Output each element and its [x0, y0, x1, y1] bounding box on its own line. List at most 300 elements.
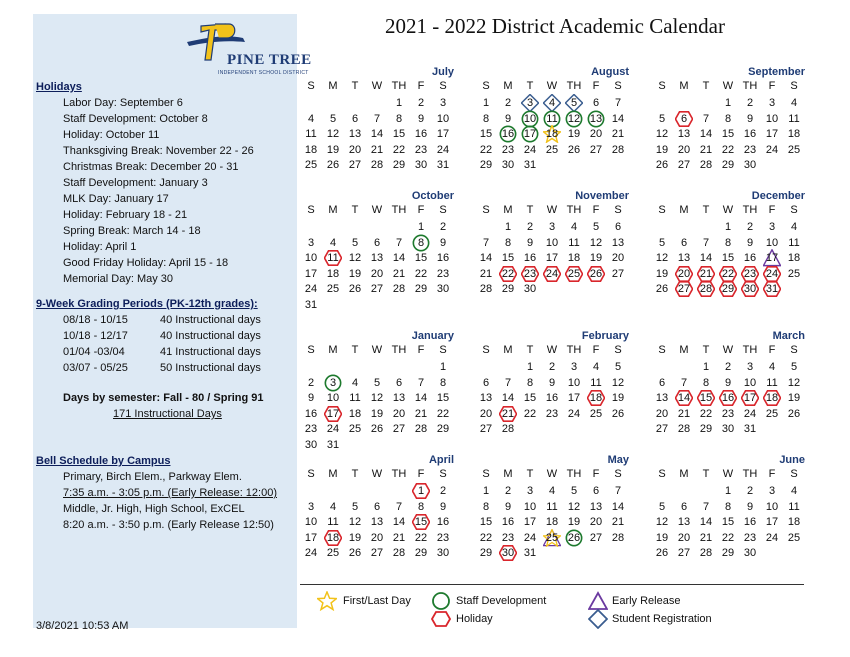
- day-number: 25: [545, 143, 559, 156]
- day-cell: [344, 376, 366, 390]
- day-cell: [432, 220, 454, 234]
- day-number: 7: [482, 236, 490, 249]
- day-number: 11: [349, 392, 361, 404]
- weekday-header: S: [439, 80, 447, 92]
- day-cell: [344, 422, 366, 436]
- weekday-header: T: [526, 204, 534, 216]
- day-cell: [695, 282, 717, 296]
- day-number: 17: [545, 252, 559, 264]
- day-number: 31: [436, 159, 450, 171]
- day-cell: [585, 127, 607, 141]
- day-number: 24: [567, 407, 581, 420]
- day-number: 22: [699, 407, 713, 420]
- day-number: 9: [746, 236, 754, 249]
- bell-campus-1: Primary, Birch Elem., Parkway Elem.: [63, 471, 242, 483]
- weekday-header: S: [307, 80, 315, 92]
- day-number: 28: [677, 423, 691, 435]
- day-number: 29: [721, 283, 735, 295]
- day-cell: [432, 112, 454, 126]
- day-number: 14: [479, 252, 493, 264]
- day-number: 9: [417, 112, 425, 125]
- day-cell: [607, 220, 629, 234]
- day-number: 20: [677, 531, 691, 544]
- weekday-header: S: [614, 80, 622, 92]
- day-number: 12: [326, 128, 340, 140]
- day-number: 13: [392, 392, 406, 404]
- weekday-header: TH: [742, 344, 758, 356]
- day-number: 15: [501, 252, 515, 264]
- day-number: 23: [743, 143, 757, 156]
- day-number: 23: [436, 531, 450, 544]
- day-cell: [717, 407, 739, 421]
- day-number: 26: [589, 267, 603, 280]
- day-number: 26: [348, 283, 362, 295]
- day-cell: [344, 531, 366, 545]
- day-number: 12: [348, 252, 362, 264]
- weekday-header: M: [679, 80, 689, 92]
- day-number: 30: [501, 547, 515, 559]
- day-cell: [761, 391, 783, 405]
- day-cell: [761, 360, 783, 374]
- day-cell: [783, 143, 805, 157]
- weekday-header: TH: [391, 468, 407, 480]
- day-cell: [651, 531, 673, 545]
- day-number: 8: [482, 500, 490, 513]
- day-number: 16: [743, 252, 757, 264]
- day-cell: [585, 96, 607, 110]
- day-number: 4: [790, 485, 798, 497]
- day-cell: [585, 515, 607, 529]
- day-cell: [739, 360, 761, 374]
- day-number: 9: [724, 376, 732, 389]
- day-number: 15: [436, 392, 450, 404]
- day-cell: [366, 531, 388, 545]
- day-number: 5: [351, 500, 359, 513]
- day-cell: [585, 360, 607, 374]
- day-number: 4: [307, 112, 315, 125]
- day-number: 22: [479, 531, 493, 544]
- day-cell: [497, 143, 519, 157]
- weekday-header: M: [679, 204, 689, 216]
- holiday-item: Good Friday Holiday: April 15 - 18: [63, 257, 229, 269]
- day-cell: [761, 267, 783, 281]
- day-number: 15: [414, 252, 428, 264]
- day-cell: [300, 438, 322, 452]
- bell-campus-2: Middle, Jr. High, High School, ExCEL: [63, 503, 245, 515]
- weekday-header: T: [351, 80, 359, 92]
- day-cell: [410, 515, 432, 529]
- day-cell: [497, 112, 519, 126]
- day-number: 25: [567, 267, 581, 280]
- day-cell: [366, 282, 388, 296]
- day-number: 23: [721, 407, 735, 420]
- day-cell: [432, 158, 454, 172]
- day-cell: [695, 267, 717, 281]
- day-number: 27: [677, 283, 691, 295]
- day-number: 20: [348, 143, 362, 156]
- day-cell: [563, 531, 585, 545]
- day-number: 22: [721, 143, 735, 156]
- day-number: 12: [787, 376, 801, 389]
- day-number: 7: [614, 485, 622, 497]
- day-number: 6: [658, 376, 666, 389]
- day-number: 14: [699, 128, 713, 140]
- weekday-header: M: [328, 80, 338, 92]
- day-cell: [673, 376, 695, 390]
- day-cell: [651, 127, 673, 141]
- day-number: 9: [548, 376, 556, 389]
- day-cell: [475, 376, 497, 390]
- weekday-header: S: [482, 468, 490, 480]
- weekday-header: W: [722, 204, 734, 216]
- day-cell: [388, 251, 410, 265]
- day-cell: [673, 251, 695, 265]
- weekday-header: T: [702, 80, 710, 92]
- day-cell: [388, 158, 410, 172]
- day-number: 31: [304, 298, 318, 311]
- day-number: 5: [570, 485, 578, 497]
- day-cell: [783, 360, 805, 374]
- day-number: 5: [351, 236, 359, 249]
- day-number: 9: [746, 112, 754, 125]
- day-cell: [300, 143, 322, 157]
- day-cell: [432, 484, 454, 498]
- day-number: 13: [589, 112, 603, 125]
- logo-name: PINE TREE: [227, 52, 312, 68]
- day-number: 17: [304, 267, 318, 280]
- day-number: 1: [526, 361, 534, 373]
- day-cell: [717, 282, 739, 296]
- weekday-header: M: [503, 344, 513, 356]
- day-number: 24: [765, 143, 779, 156]
- day-cell: [322, 282, 344, 296]
- day-number: 29: [414, 547, 428, 559]
- month-name: December: [751, 190, 805, 202]
- day-number: 22: [414, 531, 428, 544]
- day-number: 6: [395, 376, 403, 389]
- day-number: 8: [439, 376, 447, 389]
- day-cell: [541, 531, 563, 545]
- day-number: 11: [788, 500, 800, 513]
- day-cell: [410, 484, 432, 498]
- day-cell: [322, 515, 344, 529]
- day-cell: [366, 158, 388, 172]
- grading-heading: 9-Week Grading Periods (PK-12th grades):: [36, 298, 258, 310]
- day-cell: [366, 236, 388, 250]
- day-number: 27: [348, 159, 362, 171]
- month-name: January: [411, 330, 454, 342]
- day-cell: [410, 500, 432, 514]
- holiday-item: Staff Development: January 3: [63, 177, 208, 189]
- day-number: 10: [545, 236, 559, 249]
- day-cell: [739, 112, 761, 126]
- day-number: 9: [504, 500, 512, 513]
- day-number: 11: [788, 112, 800, 125]
- day-number: 22: [392, 143, 406, 156]
- day-number: 24: [304, 547, 318, 559]
- day-cell: [497, 282, 519, 296]
- day-cell: [673, 158, 695, 172]
- day-cell: [651, 515, 673, 529]
- day-number: 29: [721, 547, 735, 559]
- day-cell: [432, 422, 454, 436]
- weekday-header: S: [658, 204, 666, 216]
- weekday-header: W: [371, 468, 383, 480]
- day-cell: [388, 515, 410, 529]
- day-number: 22: [479, 143, 493, 156]
- day-cell: [344, 282, 366, 296]
- weekday-header: M: [328, 204, 338, 216]
- day-cell: [541, 407, 563, 421]
- weekday-header: W: [371, 80, 383, 92]
- day-number: 5: [570, 97, 578, 109]
- day-number: 29: [699, 423, 713, 435]
- day-number: 12: [611, 376, 625, 389]
- day-number: 25: [326, 547, 340, 559]
- day-cell: [475, 407, 497, 421]
- day-cell: [519, 376, 541, 390]
- day-cell: [585, 143, 607, 157]
- day-number: 11: [327, 252, 339, 264]
- day-cell: [300, 298, 322, 312]
- day-number: 18: [787, 516, 801, 528]
- weekday-header: TH: [742, 468, 758, 480]
- day-cell: [519, 143, 541, 157]
- day-cell: [651, 407, 673, 421]
- day-cell: [695, 127, 717, 141]
- day-number: 13: [370, 516, 384, 528]
- day-number: 30: [436, 283, 450, 295]
- day-cell: [344, 158, 366, 172]
- day-cell: [322, 376, 344, 390]
- day-cell: [607, 515, 629, 529]
- day-cell: [497, 531, 519, 545]
- day-number: 27: [479, 423, 493, 435]
- day-number: 8: [482, 112, 490, 125]
- day-cell: [673, 500, 695, 514]
- day-number: 11: [788, 236, 800, 249]
- day-cell: [410, 112, 432, 126]
- day-number: 5: [658, 500, 666, 513]
- day-cell: [717, 96, 739, 110]
- day-number: 5: [658, 236, 666, 249]
- day-number: 16: [523, 252, 537, 264]
- day-cell: [761, 251, 783, 265]
- grading-days: 40 Instructional days: [160, 330, 261, 342]
- weekday-header: T: [702, 204, 710, 216]
- day-number: 24: [765, 267, 779, 280]
- day-number: 26: [326, 159, 340, 171]
- day-number: 7: [395, 236, 403, 249]
- holiday-item: MLK Day: January 17: [63, 193, 169, 205]
- day-number: 17: [523, 128, 537, 140]
- day-cell: [563, 143, 585, 157]
- day-cell: [388, 282, 410, 296]
- day-cell: [585, 407, 607, 421]
- day-number: 15: [392, 128, 406, 140]
- day-number: 30: [743, 159, 757, 171]
- page-title: 2021 - 2022 District Academic Calendar: [385, 14, 725, 38]
- day-number: 24: [765, 531, 779, 544]
- circle-legend-icon: [431, 591, 451, 611]
- weekday-header: W: [722, 344, 734, 356]
- day-number: 1: [482, 97, 490, 109]
- day-cell: [519, 500, 541, 514]
- day-cell: [563, 127, 585, 141]
- day-cell: [344, 515, 366, 529]
- day-cell: [519, 360, 541, 374]
- day-number: 6: [373, 500, 381, 513]
- day-cell: [344, 127, 366, 141]
- day-number: 18: [545, 516, 559, 528]
- day-cell: [475, 236, 497, 250]
- day-number: 27: [370, 547, 384, 559]
- day-cell: [761, 376, 783, 390]
- day-number: 16: [501, 128, 515, 140]
- day-number: 17: [765, 252, 779, 264]
- day-number: 6: [592, 97, 600, 109]
- day-number: 1: [724, 221, 732, 233]
- day-number: 12: [655, 516, 669, 528]
- day-number: 26: [567, 143, 581, 156]
- day-cell: [519, 96, 541, 110]
- day-cell: [410, 220, 432, 234]
- day-number: 14: [611, 500, 625, 513]
- day-cell: [761, 220, 783, 234]
- day-number: 6: [614, 221, 622, 233]
- day-number: 3: [526, 97, 534, 109]
- day-number: 27: [370, 283, 384, 295]
- day-cell: [410, 143, 432, 157]
- weekday-header: M: [679, 468, 689, 480]
- day-number: 25: [326, 283, 340, 295]
- day-cell: [563, 236, 585, 250]
- day-number: 20: [370, 531, 384, 544]
- day-number: 8: [724, 112, 732, 125]
- day-number: 11: [590, 376, 602, 389]
- day-cell: [344, 546, 366, 560]
- day-number: 18: [567, 252, 581, 264]
- day-cell: [300, 391, 322, 405]
- day-number: 25: [787, 143, 801, 156]
- day-cell: [497, 251, 519, 265]
- day-cell: [475, 391, 497, 405]
- day-number: 15: [479, 516, 493, 528]
- day-number: 21: [370, 143, 384, 156]
- day-number: 8: [417, 236, 425, 249]
- logo-subtitle: INDEPENDENT SCHOOL DISTRICT: [218, 70, 309, 76]
- weekday-header: M: [679, 344, 689, 356]
- day-number: 7: [373, 112, 381, 125]
- day-cell: [322, 438, 344, 452]
- day-number: 27: [611, 267, 625, 280]
- day-number: 9: [307, 392, 315, 404]
- day-number: 6: [680, 500, 688, 513]
- day-cell: [300, 236, 322, 250]
- day-number: 16: [304, 407, 318, 420]
- day-number: 7: [504, 376, 512, 389]
- day-number: 1: [724, 97, 732, 109]
- day-cell: [585, 236, 607, 250]
- weekday-header: M: [503, 204, 513, 216]
- day-cell: [519, 127, 541, 141]
- day-number: 14: [611, 112, 625, 125]
- day-cell: [344, 267, 366, 281]
- weekday-header: TH: [566, 468, 582, 480]
- weekday-header: M: [503, 80, 513, 92]
- day-number: 16: [743, 128, 757, 140]
- day-cell: [497, 407, 519, 421]
- day-number: 19: [567, 128, 581, 140]
- weekday-header: TH: [566, 344, 582, 356]
- day-cell: [695, 391, 717, 405]
- day-number: 5: [373, 376, 381, 389]
- day-number: 2: [417, 97, 425, 109]
- day-number: 15: [721, 252, 735, 264]
- day-cell: [519, 391, 541, 405]
- day-cell: [541, 127, 563, 141]
- holiday-item: Labor Day: September 6: [63, 97, 183, 109]
- month-name: April: [428, 454, 454, 466]
- day-cell: [432, 251, 454, 265]
- day-number: 22: [523, 407, 537, 420]
- day-cell: [322, 158, 344, 172]
- day-number: 8: [504, 236, 512, 249]
- weekday-header: S: [614, 204, 622, 216]
- day-cell: [651, 251, 673, 265]
- day-cell: [761, 282, 783, 296]
- day-cell: [607, 391, 629, 405]
- weekday-header: W: [546, 468, 558, 480]
- day-number: 2: [724, 361, 732, 373]
- day-cell: [563, 360, 585, 374]
- weekday-header: S: [482, 204, 490, 216]
- day-cell: [541, 267, 563, 281]
- day-cell: [410, 127, 432, 141]
- day-cell: [695, 236, 717, 250]
- bell-time-1: 7:35 a.m. - 3:05 p.m. (Early Release: 12:00): [63, 487, 277, 499]
- day-cell: [607, 236, 629, 250]
- day-number: 21: [677, 407, 691, 420]
- day-cell: [541, 376, 563, 390]
- day-number: 22: [414, 267, 428, 280]
- day-cell: [585, 251, 607, 265]
- day-cell: [497, 376, 519, 390]
- day-number: 30: [743, 547, 757, 559]
- day-number: 29: [414, 283, 428, 295]
- weekday-header: TH: [391, 344, 407, 356]
- day-cell: [783, 531, 805, 545]
- day-number: 5: [329, 112, 337, 125]
- day-number: 29: [721, 159, 735, 171]
- day-number: 29: [479, 159, 493, 171]
- day-cell: [585, 500, 607, 514]
- day-number: 23: [436, 267, 450, 280]
- day-cell: [519, 236, 541, 250]
- day-cell: [497, 236, 519, 250]
- day-number: 31: [523, 547, 537, 559]
- day-cell: [673, 143, 695, 157]
- day-cell: [761, 515, 783, 529]
- day-cell: [761, 96, 783, 110]
- day-cell: [432, 376, 454, 390]
- day-number: 25: [787, 267, 801, 280]
- day-number: 24: [326, 423, 340, 435]
- day-number: 23: [743, 267, 757, 280]
- day-cell: [300, 500, 322, 514]
- day-cell: [585, 391, 607, 405]
- day-number: 28: [392, 283, 406, 295]
